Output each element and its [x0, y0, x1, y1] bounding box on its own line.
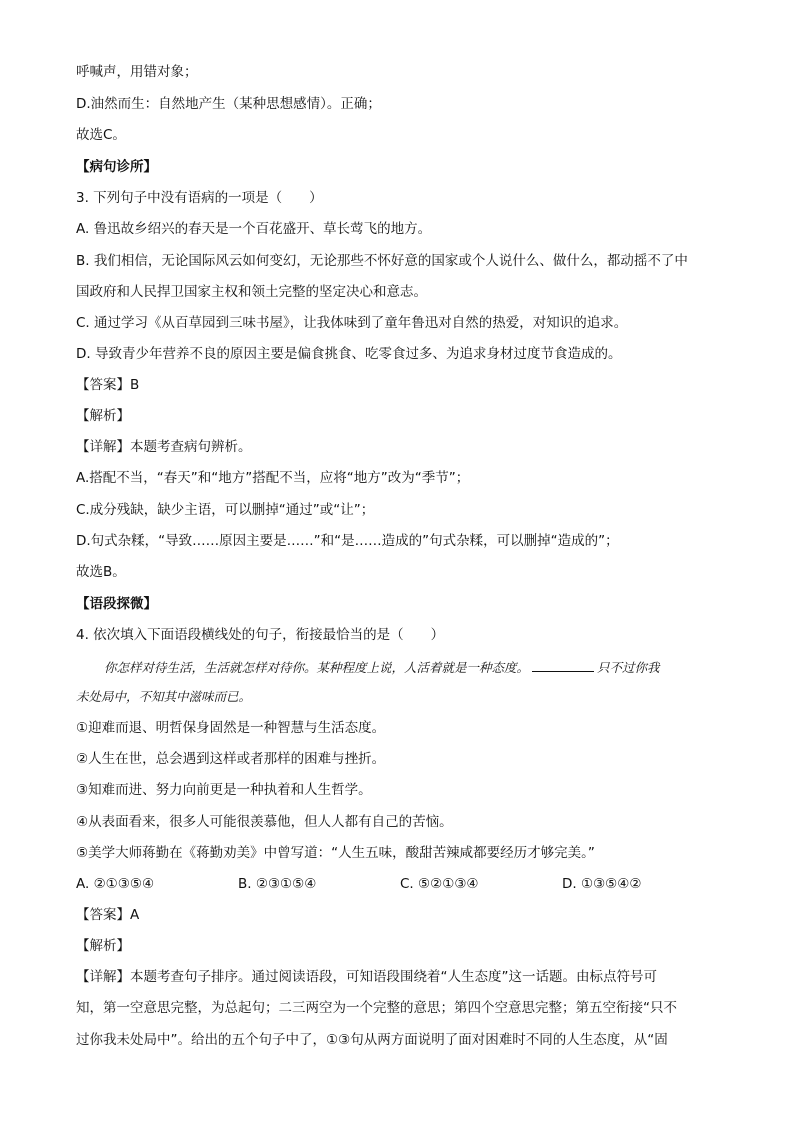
q3-option-c: C. 通过学习《从百草园到三味书屋》，让我体味到了童年鲁迅对自然的热爱，对知识的追求。: [76, 315, 628, 331]
q4-passage-line-2: 未处局中，不知其中滋味而已。: [76, 689, 252, 704]
q4-stem: 4. 依次填入下面语段横线处的句子，衔接最恰当的是（ ）: [76, 627, 445, 643]
q3-explain-d: D.句式杂糅，“导致……原因主要是……”和“是……造成的”句式杂糅，可以删掉“造成的”；: [76, 533, 619, 549]
q3-analysis-label: 【解析】: [76, 408, 130, 424]
q4-option-a: A. ②①③⑤④: [76, 876, 155, 892]
q4-sentence-1: ①迎难而退、明哲保身固然是一种智慧与生活态度。: [76, 720, 386, 736]
q4-passage-text-1: 你怎样对待生活，生活就怎样对待你。某种程度上说，人活着就是一种态度。: [104, 660, 530, 675]
section-title-sentence-clinic: 【病句诊所】: [76, 159, 157, 175]
q3-conclusion: 故选B。: [76, 564, 126, 580]
q3-option-b-line-1: B. 我们相信，无论国际风云如何变幻，无论那些不怀好意的国家或个人说什么、做什么，都动摇不了中: [76, 253, 688, 269]
q4-passage-text-2: 只不过你我: [597, 660, 660, 675]
q4-option-b: B. ②③①⑤④: [238, 876, 317, 892]
q4-sentence-3: ③知难而进、努力向前更是一种执着和人生哲学。: [76, 782, 372, 798]
q4-answer: 【答案】A: [76, 907, 140, 923]
q3-option-d: D. 导致青少年营养不良的原因主要是偏食挑食、吃零食过多、为追求身材过度节食造成的。: [76, 346, 622, 362]
fill-blank-line: [532, 657, 594, 672]
prev-line-1: 呼喊声，用错对象；: [76, 64, 198, 80]
q4-analysis-label: 【解析】: [76, 938, 130, 954]
q4-option-c: C. ⑤②①③④: [400, 876, 479, 892]
q3-option-b-line-2: 国政府和人民捍卫国家主权和领土完整的坚定决心和意志。: [76, 284, 427, 300]
section-title-paragraph-study: 【语段探微】: [76, 596, 157, 612]
q4-sentence-5: ⑤美学大师蒋勤在《蒋勤劝美》中曾写道：“人生五味，酸甜苦辣咸都要经历才够完美。”: [76, 845, 595, 861]
q4-sentence-2: ②人生在世，总会遇到这样或者那样的困难与挫折。: [76, 751, 386, 767]
q4-detail-line-3: 过你我未处局中”。给出的五个句子中了，①③句从两方面说明了面对困难时不同的人生态度，从“固: [76, 1032, 668, 1048]
q4-sentence-4: ④从表面看来，很多人可能很羡慕他，但人人都有自己的苦恼。: [76, 814, 453, 830]
q3-stem: 3. 下列句子中没有语病的一项是（ ）: [76, 190, 323, 206]
q3-explain-a: A.搭配不当，“春天”和“地方”搭配不当，应将“地方”改为“季节”；: [76, 470, 470, 486]
prev-line-3: 故选C。: [76, 127, 126, 143]
prev-line-2: D.油然而生：自然地产生（某种思想感情）。正确；: [76, 96, 381, 112]
q3-explain-c: C.成分残缺，缺少主语，可以删掉“通过”或“让”；: [76, 502, 375, 518]
q4-detail-line-2: 知，第一空意思完整，为总起句；二三两空为一个完整的意思；第四个空意思完整；第五空衔接“只不: [76, 1000, 677, 1016]
q3-answer: 【答案】B: [76, 377, 140, 393]
q4-detail-line-1: 【详解】本题考查句子排序。通过阅读语段，可知语段围绕着“人生态度”这一话题。由标点符号可: [76, 969, 657, 985]
q3-detail: 【详解】本题考查病句辨析。: [76, 439, 252, 455]
q4-option-d: D. ①③⑤④②: [562, 876, 642, 892]
q3-option-a: A. 鲁迅故乡绍兴的春天是一个百花盛开、草长莺飞的地方。: [76, 221, 432, 237]
q4-passage-line-1: [104, 657, 660, 678]
